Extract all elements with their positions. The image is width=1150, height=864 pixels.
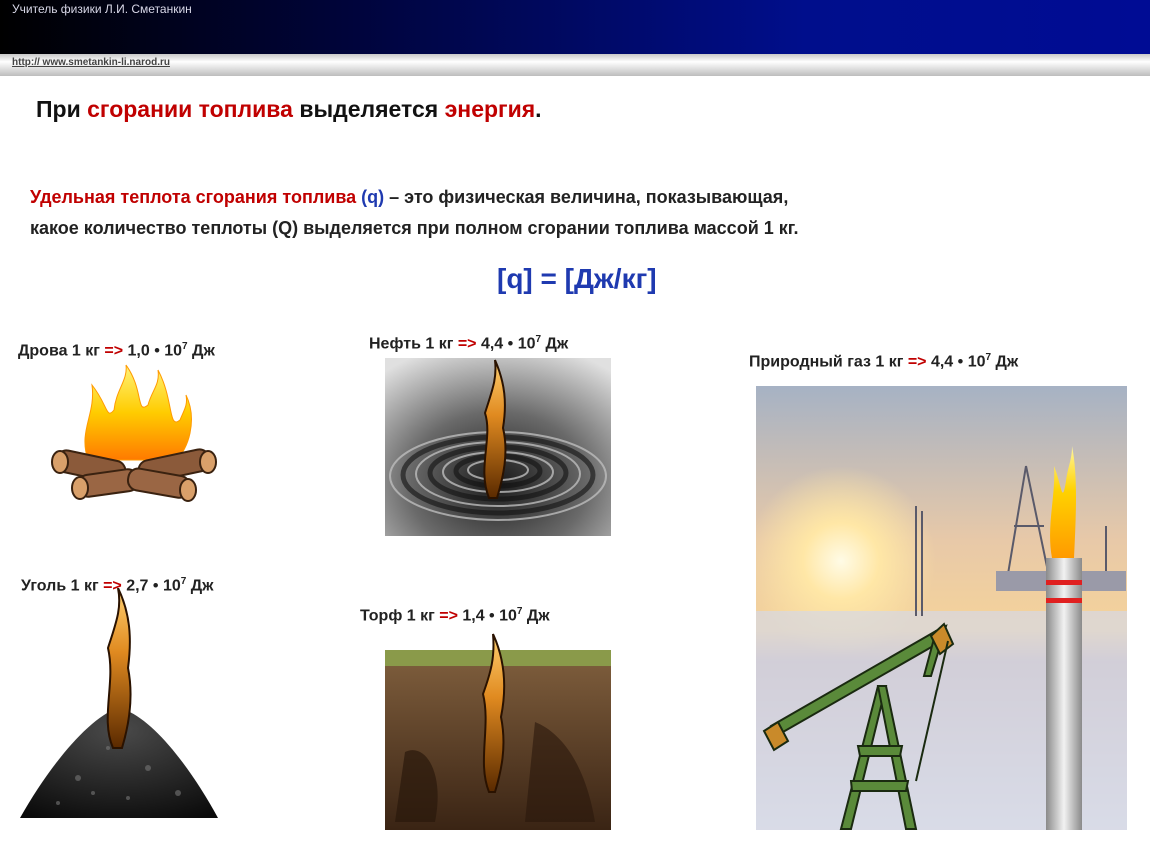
definition-rest: – это физическая величина, показывающая, [384, 187, 789, 207]
unit-formula: [q] = [Дж/кг] [497, 263, 657, 294]
fuel-unit: Дж [522, 607, 550, 625]
fuel-value: 4,4 • 10 [476, 335, 536, 353]
fuel-label-peat [360, 606, 550, 625]
definition-text [30, 182, 798, 244]
fuel-arrow: => [457, 335, 477, 353]
fuel-value: 1,4 • 10 [457, 607, 517, 625]
fuel-name: Торф 1 кг [360, 607, 440, 625]
oil-ripples-image [385, 358, 611, 536]
fuel-label-gas [749, 352, 1018, 371]
fuel-unit: Дж [541, 335, 569, 353]
fuel-name: Уголь 1 кг [21, 577, 104, 595]
fuel-arrow: => [103, 577, 122, 595]
fuel-exponent: 7 [535, 334, 542, 345]
fuel-exponent: 7 [182, 341, 188, 352]
fuel-arrow: => [104, 342, 124, 360]
fuel-name: Дрова 1 кг [18, 342, 105, 360]
fuel-label-oil [369, 334, 568, 353]
site-url-link[interactable]: http:// www.smetankin-li.narod.ru [12, 57, 170, 68]
fuel-name: Природный газ 1 кг [749, 353, 908, 371]
gas-field-image [756, 386, 1127, 830]
intro-red1: сгорании топлива [87, 96, 293, 122]
intro-sentence [36, 96, 542, 123]
coal-pile-image [18, 588, 220, 828]
intro-part2: выделяется [292, 96, 445, 122]
definition-symbol: (q) [361, 187, 385, 207]
fuel-label-wood [18, 341, 215, 360]
fuel-unit: Дж [187, 342, 215, 360]
intro-end: . [535, 96, 542, 122]
fuel-exponent: 7 [985, 352, 992, 363]
fuel-name: Нефть 1 кг [369, 335, 458, 353]
fuel-arrow: => [439, 607, 458, 625]
burning-firewood-image [48, 360, 218, 515]
fuel-exponent: 7 [516, 606, 523, 617]
url-bar [0, 54, 1150, 76]
slide-header [0, 0, 1150, 54]
intro-red2: энергия [444, 96, 536, 122]
fuel-unit: Дж [186, 577, 214, 595]
fuel-exponent: 7 [180, 576, 187, 587]
fuel-unit: Дж [991, 353, 1019, 371]
definition-line2: какое количество теплоты (Q) выделяется при полном сгорании топлива массой 1 кг. [30, 218, 799, 238]
fuel-value: 1,0 • 10 [123, 342, 183, 360]
peat-soil-image [385, 632, 611, 830]
intro-part1: При [36, 96, 88, 122]
fuel-value: 4,4 • 10 [926, 353, 986, 371]
definition-term: Удельная теплота сгорания топлива [30, 187, 362, 207]
fuel-arrow: => [907, 353, 927, 371]
fuel-value: 2,7 • 10 [121, 577, 181, 595]
author-title: Учитель физики Л.И. Сметанкин [12, 2, 192, 16]
